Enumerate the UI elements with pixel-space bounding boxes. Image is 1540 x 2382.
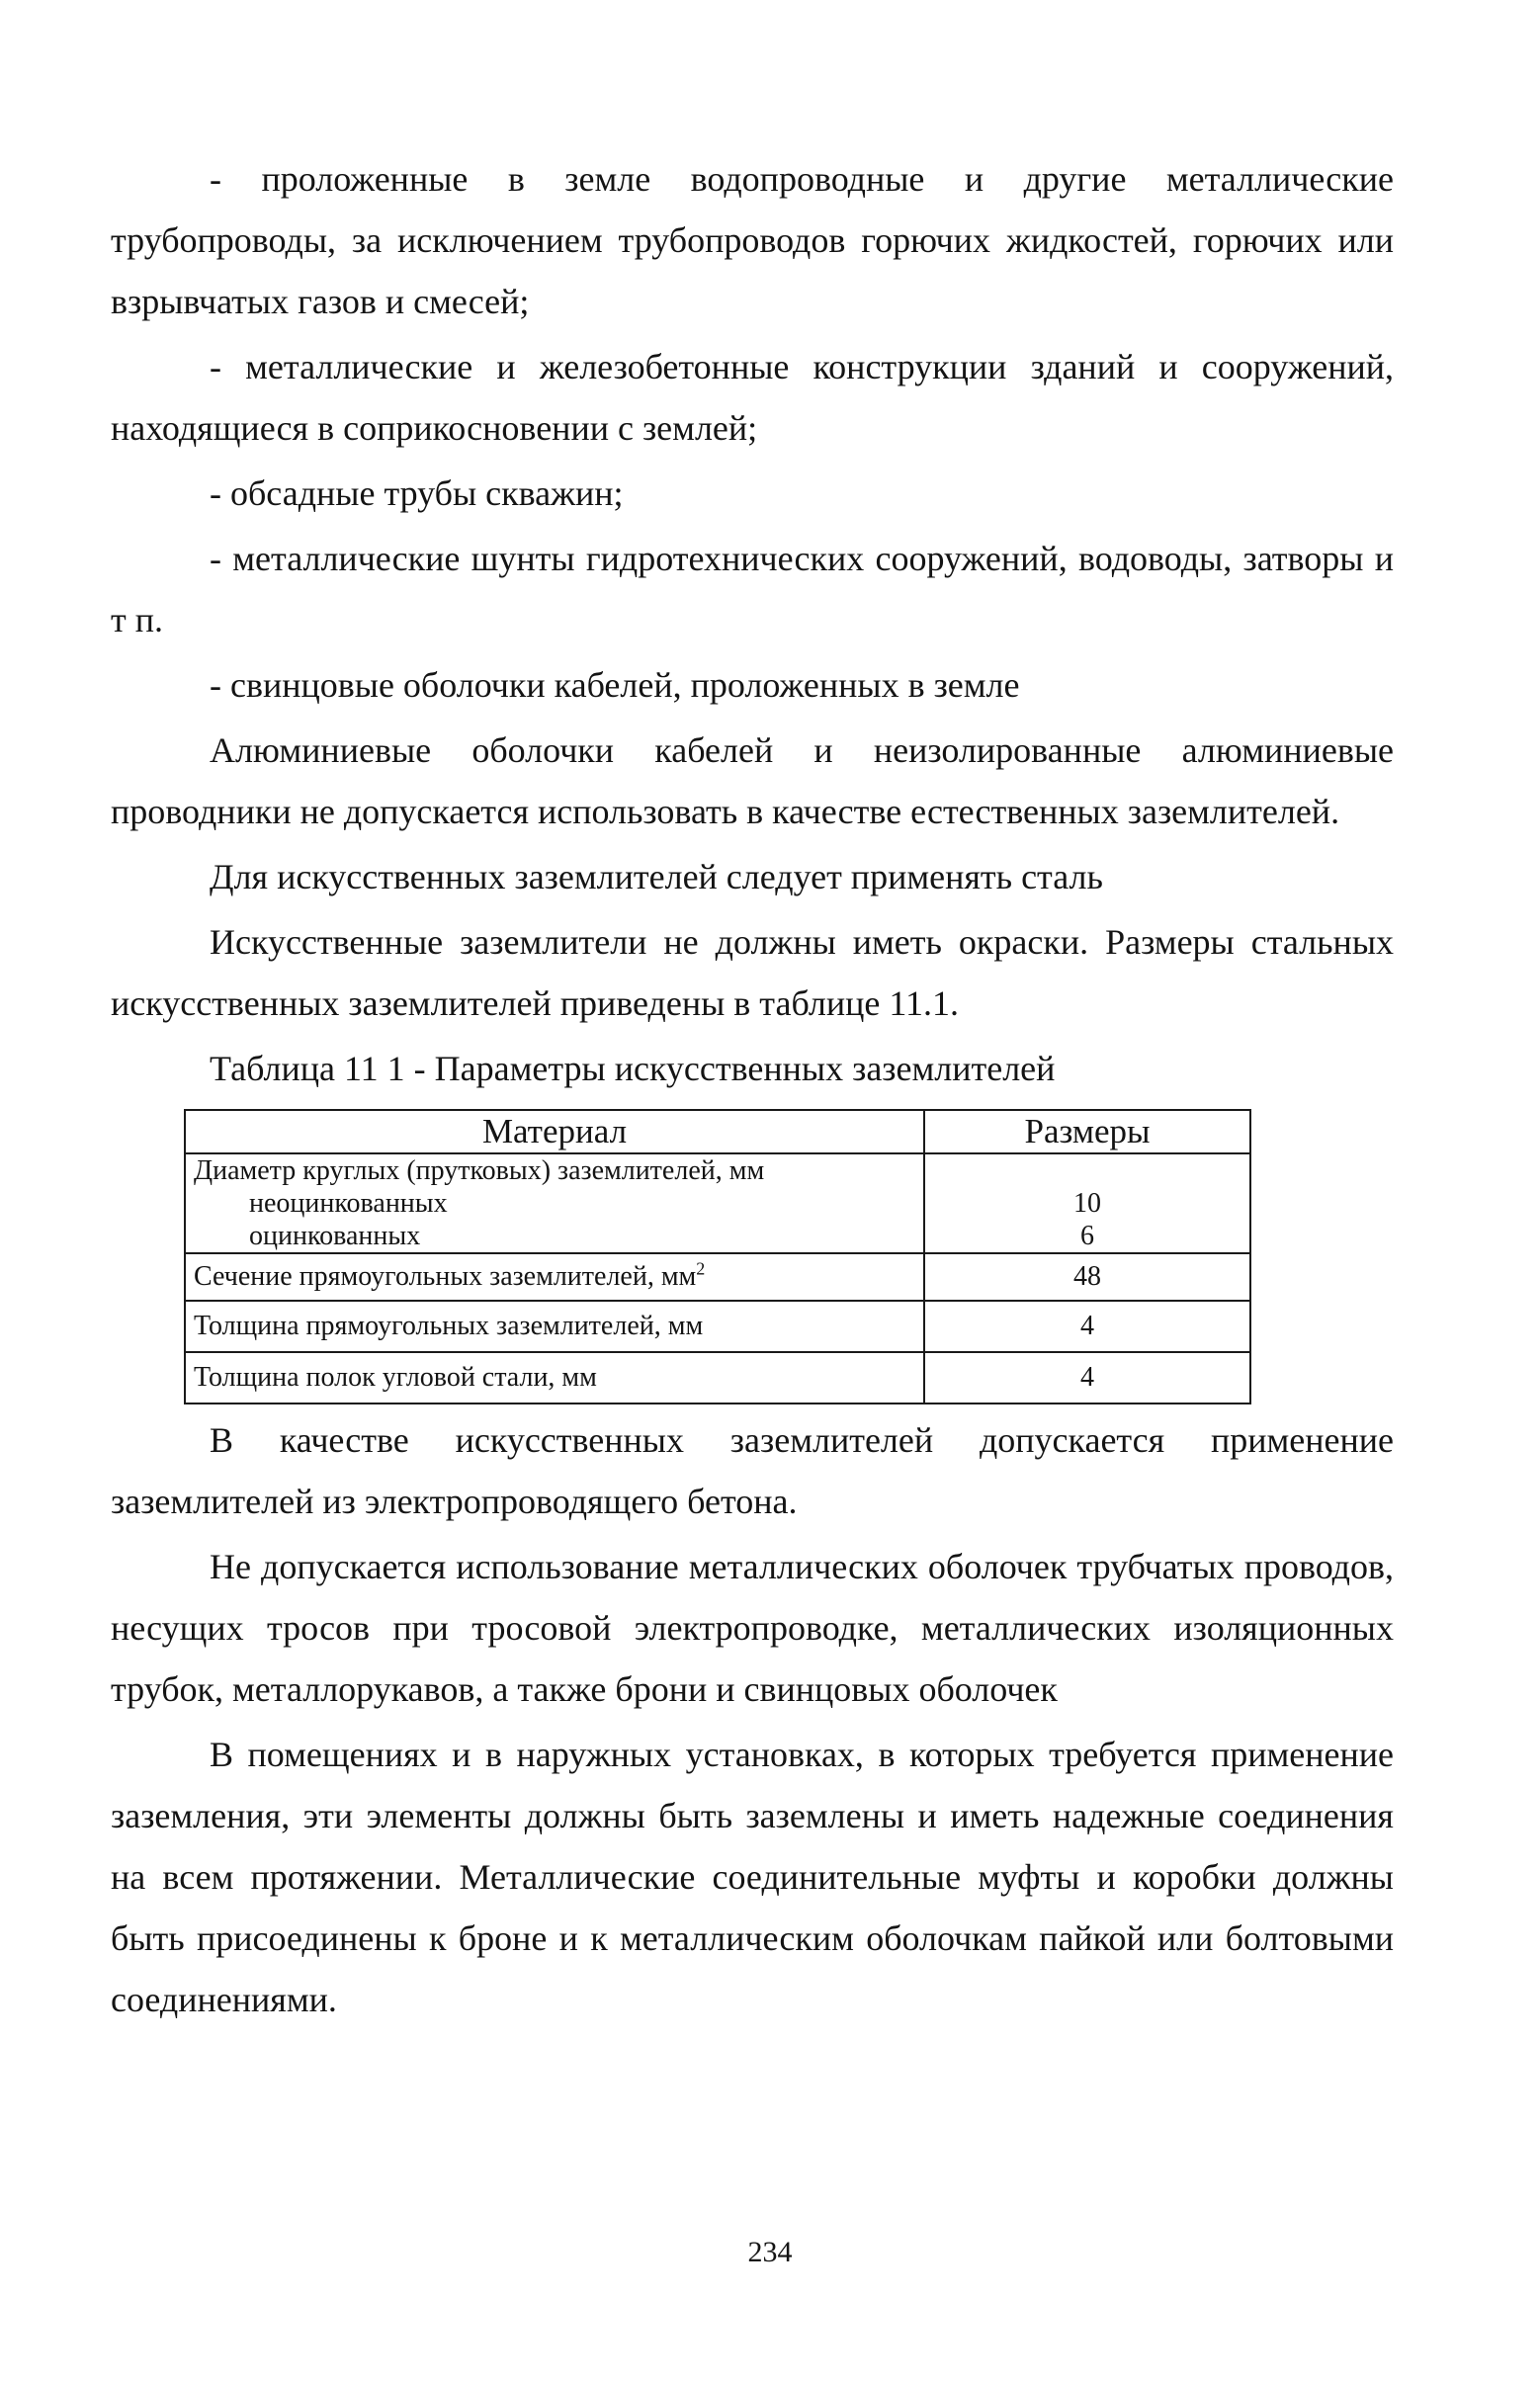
- paragraph-lead-sheaths: - свинцовые оболочки кабелей, проложенных в земле: [210, 665, 1020, 705]
- paragraph-structures: - металлические и железобетонные конструкции зданий и сооружений, находящиеся в соприкосновении с землей;: [111, 347, 1394, 448]
- header-material: Материал: [185, 1110, 924, 1153]
- sub-item-galvanized: оцинкованных: [249, 1221, 421, 1251]
- top-text-block: [111, 148, 1394, 1034]
- table-row: [185, 1153, 1250, 1253]
- table-row: [185, 1253, 1250, 1301]
- table-row: [185, 1301, 1250, 1352]
- paragraph-concrete: В качестве искусственных заземлителей допускается применение заземлителей из электропроводящего бетона.: [111, 1420, 1394, 1521]
- cell-material: [185, 1253, 924, 1301]
- row-title-diameter: Диаметр круглых (прутковых) заземлителей, мм: [194, 1155, 765, 1186]
- cell-size: 4: [924, 1301, 1250, 1352]
- table-header-row: [185, 1110, 1250, 1153]
- value-galvanized: 6: [1080, 1221, 1094, 1251]
- cell-size: 4: [924, 1352, 1250, 1404]
- cell-material: Толщина полок угловой стали, мм: [185, 1352, 924, 1404]
- paragraph-aluminium: Алюминиевые оболочки кабелей и неизолированные алюминиевые проводники не допускается использовать в качестве естественных заземлителей.: [111, 730, 1394, 831]
- paragraph-no-paint: Искусственные заземлители не должны иметь окраски. Размеры стальных искусственных заземлителей приведены в таблице 11.1.: [111, 922, 1394, 1023]
- value-ungalvanized: 10: [1073, 1188, 1101, 1219]
- paragraph-premises: В помещениях и в наружных установках, в которых требуется применение заземления, эти элементы должны быть заземлены и иметь надежные соединения на всем протяжении. Металлические соединительные муфты и коробки должны быть присоединены к броне и к металлическим оболочкам пайкой или болтовыми соединениями.: [111, 1735, 1394, 2019]
- paragraph-casing-pipes: - обсадные трубы скважин;: [210, 473, 624, 513]
- parameters-table: [184, 1109, 1251, 1404]
- sub-item-ungalvanized: неоцинкованных: [249, 1188, 448, 1219]
- header-size: Размеры: [924, 1110, 1250, 1153]
- paragraph-shunts: - металлические шунты гидротехнических сооружений, водоводы, затворы и т п.: [111, 539, 1394, 639]
- cell-size: [924, 1153, 1250, 1253]
- paragraph-not-allowed: Не допускается использование металлических оболочек трубчатых проводов, несущих тросов при тросовой электропроводке, металлических изоляционных трубок, металлорукавов, а также брони и свинцовых оболочек: [111, 1547, 1394, 1709]
- bottom-text-block: [111, 1409, 1394, 2030]
- page-number: 234: [747, 2236, 793, 2268]
- row-title-section: Сечение прямоугольных заземлителей, мм: [194, 1261, 697, 1292]
- table-row: [185, 1352, 1250, 1404]
- cell-material: Толщина прямоугольных заземлителей, мм: [185, 1301, 924, 1352]
- unit-superscript: 2: [696, 1258, 706, 1279]
- table-caption: Таблица 11 1 - Параметры искусственных заземлителей: [210, 1049, 1056, 1088]
- paragraph-steel: Для искусственных заземлителей следует применять сталь: [210, 857, 1103, 896]
- cell-size: 48: [924, 1253, 1250, 1301]
- cell-material: [185, 1153, 924, 1253]
- paragraph-pipelines: - проложенные в земле водопроводные и другие металлические трубопроводы, за исключением трубопроводов горючих жидкостей, горючих или взрывчатых газов и смесей;: [111, 159, 1394, 321]
